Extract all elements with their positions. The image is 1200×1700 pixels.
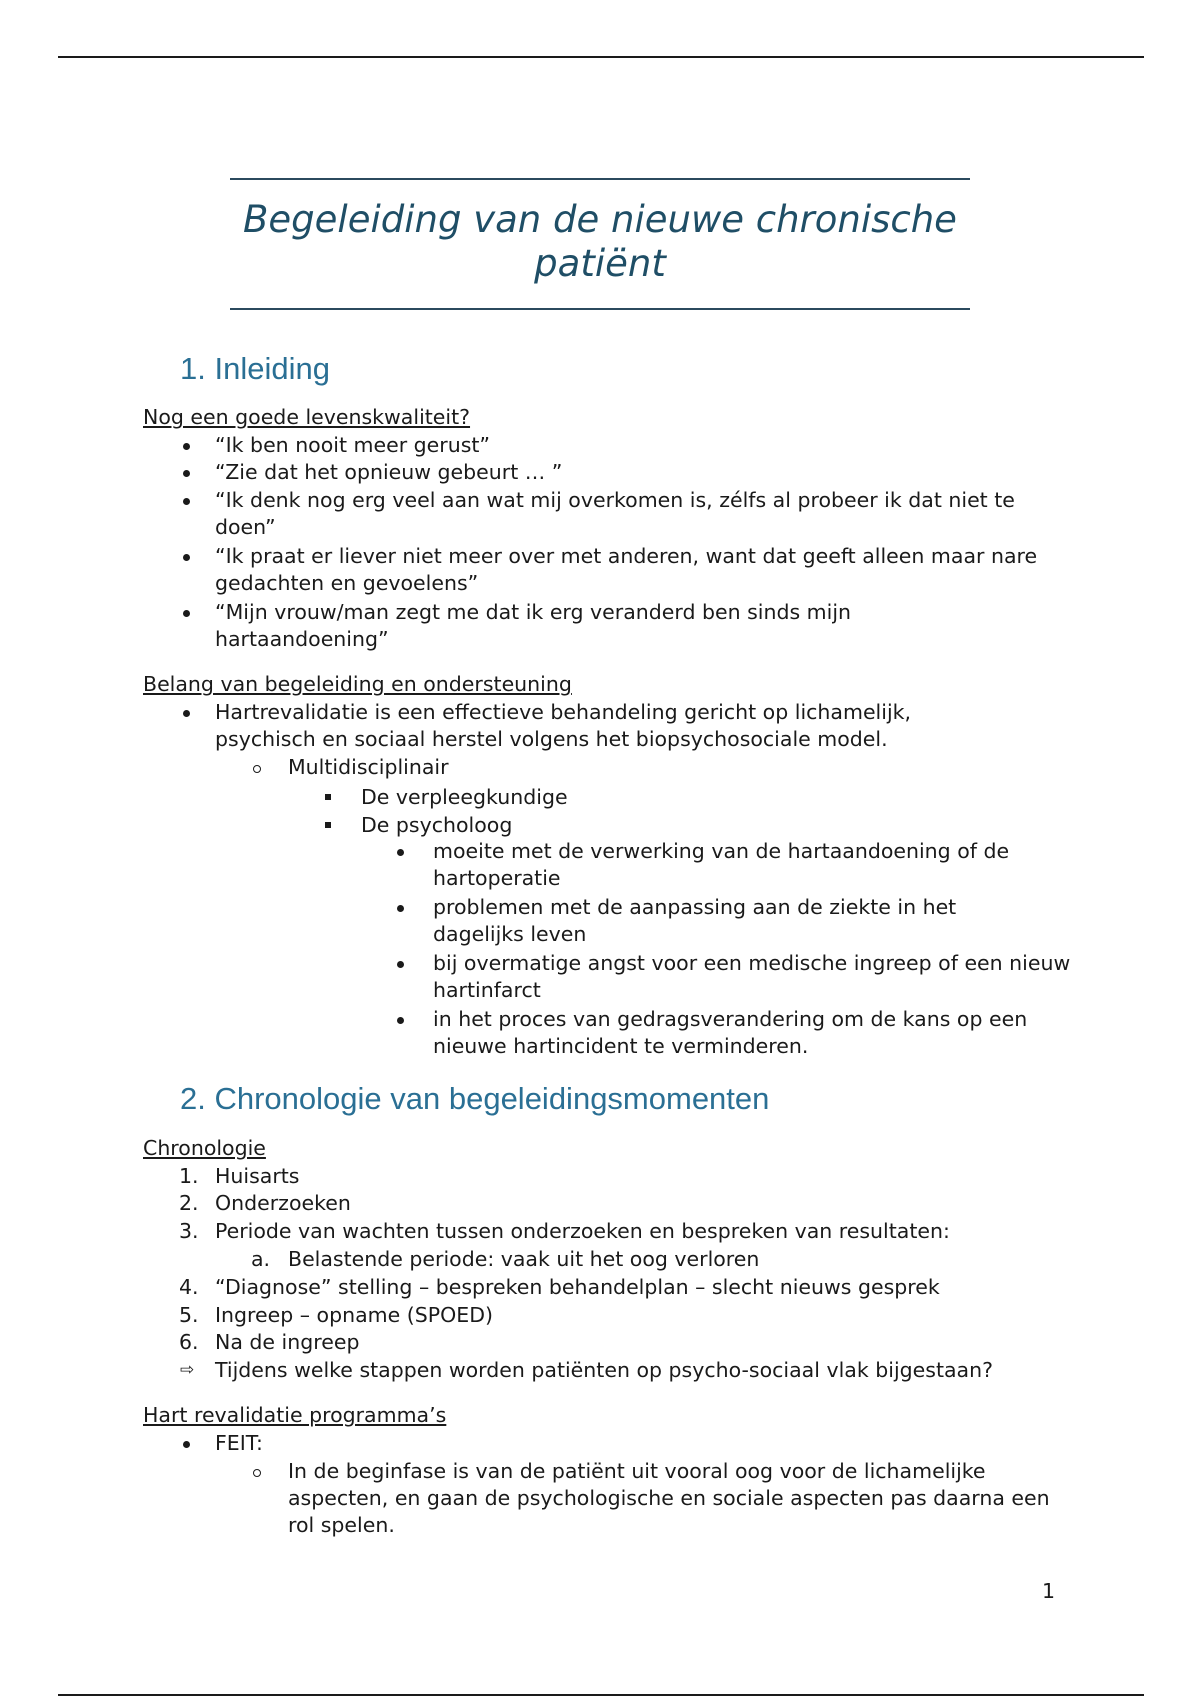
list-item: bij overmatige angst voor een medische ingreep of een nieuw hartinfarct [433,951,1071,1002]
list-letter: a. [251,1247,271,1271]
bullet-icon [183,498,190,505]
bullet-icon [397,961,404,968]
list-number: 2. [179,1191,199,1215]
subheading-chronologie: Chronologie [143,1136,266,1160]
bullet-icon [397,1017,404,1024]
list-item: Belastende periode: vaak uit het oog verloren [288,1247,760,1271]
list-item: In de beginfase is van de patiënt uit vooral oog voor de lichamelijke aspecten, en gaan de psychologische en sociale aspecten pas daarna een rol spelen. [288,1459,1050,1537]
list-item: De verpleegkundige [361,785,568,809]
bullet-icon [397,849,404,856]
bullet-icon [183,610,190,617]
subheading-programmas: Hart revalidatie programma’s [143,1403,447,1427]
square-bullet-icon [325,794,331,800]
section-heading-chronologie: 2. Chronologie van begeleidingsmomenten [180,1081,770,1116]
subheading-belang: Belang van begeleiding en ondersteuning [143,672,572,696]
list-item: Periode van wachten tussen onderzoeken en bespreken van resultaten: [215,1219,950,1243]
circle-bullet-icon [253,765,261,773]
list-item: Tijdens welke stappen worden patiënten op psycho-sociaal vlak bijgestaan? [215,1358,993,1382]
list-item: “Diagnose” stelling – bespreken behandelplan – slecht nieuws gesprek [215,1275,940,1299]
list-item: Multidisciplinair [288,755,449,779]
bullet-icon [183,554,190,561]
list-item: Onderzoeken [215,1191,351,1215]
title-top-rule [230,178,970,180]
list-item: problemen met de aanpassing aan de ziekte in het dagelijks leven [433,895,957,946]
list-item: FEIT: [215,1431,263,1455]
list-item: “Ik praat er liever niet meer over met anderen, want dat geeft alleen maar nare gedachten en gevoelens” [215,544,1038,595]
list-number: 6. [179,1330,199,1354]
list-item: Ingreep – opname (SPOED) [215,1303,494,1327]
bullet-icon [183,470,190,477]
bullet-icon [397,905,404,912]
arrow-right-icon: ⇨ [180,1360,195,1380]
bullet-icon [183,1441,190,1448]
list-number: 1. [179,1164,199,1188]
title-bottom-rule [230,308,970,310]
page-number: 1 [1042,1579,1056,1603]
bullet-icon [183,710,190,717]
section-heading-inleiding: 1. Inleiding [180,351,330,386]
list-item: Hartrevalidatie is een effectieve behandeling gericht op lichamelijk, psychisch en sociaal herstel volgens het biopsychosociale model. [215,700,912,751]
title-block [230,178,970,310]
page-top-rule [58,56,1144,58]
list-item: “Mijn vrouw/man zegt me dat ik erg veranderd ben sinds mijn hartaandoening” [215,600,852,651]
list-item: moeite met de verwerking van de hartaandoening of de hartoperatie [433,839,1010,890]
list-number: 5. [179,1303,199,1327]
circle-bullet-icon [253,1469,261,1477]
list-item: “Ik denk nog erg veel aan wat mij overkomen is, zélfs al probeer ik dat niet te doen” [215,488,1015,539]
list-number: 3. [179,1219,199,1243]
page-bottom-rule [58,1694,1144,1696]
list-item: Na de ingreep [215,1330,360,1354]
list-item: Huisarts [215,1164,300,1188]
bullet-icon [183,443,190,450]
subheading-levenskwaliteit: Nog een goede levenskwaliteit? [143,405,471,429]
list-item: “Ik ben nooit meer gerust” [215,433,491,457]
list-item: “Zie dat het opnieuw gebeurt … ” [215,460,563,484]
list-item: De psycholoog [361,813,513,837]
square-bullet-icon [325,822,331,828]
list-number: 4. [179,1275,199,1299]
document-title: Begeleiding van de nieuwe chronische patiënt [243,198,957,285]
list-item: in het proces van gedragsverandering om de kans op een nieuwe hartincident te verminderen. [433,1007,1028,1058]
